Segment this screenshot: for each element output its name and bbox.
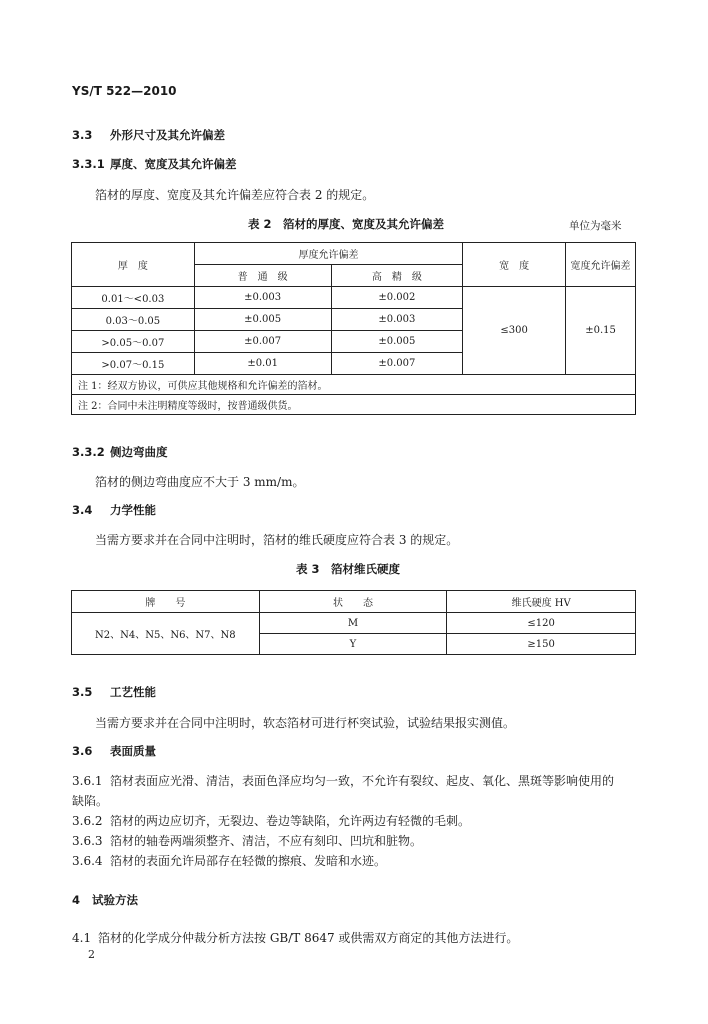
- cell-thickness: 0.03～0.05: [72, 309, 195, 331]
- cell-high: ±0.007: [331, 353, 463, 375]
- section-3-4-heading: [72, 502, 156, 518]
- section-title: 工艺性能: [110, 685, 156, 699]
- section-3-4-text: 当需方要求并在合同中注明时，箔材的维氏硬度应符合表 3 的规定。: [95, 533, 459, 547]
- cell-grades: N2、N4、N5、N6、N7、N8: [72, 613, 260, 655]
- section-3-6-1-continuation: 缺陷。: [72, 794, 109, 808]
- cell-state: M: [259, 613, 447, 634]
- section-3-6-1: [72, 772, 614, 789]
- cell-normal: ±0.005: [194, 309, 331, 331]
- table-2-unit: 单位为毫米: [569, 220, 622, 232]
- section-4-1: [72, 929, 518, 946]
- section-3-3-1-heading: [72, 156, 237, 172]
- section-number: 3.5: [72, 685, 93, 699]
- header-width-tolerance: 宽度允许偏差: [566, 243, 636, 287]
- header-high-grade: 高 精 级: [331, 265, 463, 287]
- section-number: 3.3: [72, 128, 93, 142]
- cell-normal: ±0.01: [194, 353, 331, 375]
- header-thickness: 厚 度: [72, 243, 195, 287]
- section-text: 箔材表面应光滑、清洁，表面色泽应均匀一致，不允许有裂纹、起皮、氧化、黑斑等影响使用的: [110, 774, 615, 788]
- section-3-3-2-text: 箔材的侧边弯曲度应不大于 3 mm/m。: [95, 475, 305, 489]
- cell-width: ≤300: [463, 287, 566, 375]
- section-3-3-1-text: 箔材的厚度、宽度及其允许偏差应符合表 2 的规定。: [95, 188, 375, 202]
- cell-thickness: >0.05～0.07: [72, 331, 195, 353]
- cell-high: ±0.002: [331, 287, 463, 309]
- table-row: [72, 287, 636, 309]
- header-hardness: 维氏硬度 HV: [447, 591, 636, 613]
- section-title: 力学性能: [110, 503, 156, 517]
- section-number: 3.6.1: [72, 774, 103, 788]
- section-4-heading: [72, 892, 138, 908]
- table-3-caption: 表 3 箔材维氏硬度: [296, 562, 401, 576]
- section-3-6-heading: [72, 743, 156, 759]
- cell-thickness: 0.01～<0.03: [72, 287, 195, 309]
- section-text: 箔材的化学成分仲裁分析方法按 GB/T 8647 或供需双方商定的其他方法进行。: [98, 931, 519, 945]
- table-note-2: 注 2：合同中未注明精度等级时，按普通级供货。: [72, 395, 636, 415]
- table-2-caption: 表 2 箔材的厚度、宽度及其允许偏差: [248, 217, 445, 231]
- table-row: [72, 613, 636, 634]
- header-state: 状 态: [259, 591, 447, 613]
- cell-high: ±0.003: [331, 309, 463, 331]
- section-title: 外形尺寸及其允许偏差: [110, 128, 225, 142]
- section-title: 侧边弯曲度: [110, 445, 168, 459]
- section-text: 箔材的轴卷两端须整齐、清洁，不应有刻印、凹坑和脏物。: [110, 834, 423, 848]
- cell-width-tolerance: ±0.15: [566, 287, 636, 375]
- cell-state: Y: [259, 634, 447, 655]
- section-3-3-heading: [72, 127, 225, 143]
- section-number: 3.6.2: [72, 814, 103, 828]
- section-number: 3.4: [72, 503, 93, 517]
- header-width: 宽 度: [463, 243, 566, 287]
- document-code: YS/T 522—2010: [72, 84, 177, 98]
- header-grade: 牌 号: [72, 591, 260, 613]
- header-normal-grade: 普 通 级: [194, 265, 331, 287]
- table-note-1: 注 1：经双方协议，可供应其他规格和允许偏差的箔材。: [72, 375, 636, 395]
- section-number: 3.6.3: [72, 834, 103, 848]
- cell-high: ±0.005: [331, 331, 463, 353]
- table-2: [71, 242, 636, 415]
- section-text: 箔材的表面允许局部存在轻微的擦痕、发暗和水迹。: [110, 854, 387, 868]
- section-3-6-3: [72, 832, 422, 849]
- cell-thickness: >0.07～0.15: [72, 353, 195, 375]
- cell-hardness: ≤120: [447, 613, 636, 634]
- section-3-6-4: [72, 852, 386, 869]
- section-number: 4: [72, 893, 81, 907]
- section-3-5-heading: [72, 684, 156, 700]
- section-number: 4.1: [72, 931, 92, 945]
- cell-normal: ±0.003: [194, 287, 331, 309]
- section-3-3-2-heading: [72, 444, 168, 460]
- section-text: 箔材的两边应切齐，无裂边、卷边等缺陷，允许两边有轻微的毛刺。: [110, 814, 471, 828]
- section-title: 厚度、宽度及其允许偏差: [110, 157, 237, 171]
- section-title: 表面质量: [110, 744, 156, 758]
- cell-normal: ±0.007: [194, 331, 331, 353]
- section-number: 3.6: [72, 744, 93, 758]
- section-title: 试验方法: [92, 893, 138, 907]
- header-thickness-tolerance: 厚度允许偏差: [194, 243, 463, 265]
- section-3-5-text: 当需方要求并在合同中注明时，软态箔材可进行杯突试验，试验结果报实测值。: [95, 716, 516, 730]
- cell-hardness: ≥150: [447, 634, 636, 655]
- table-3: [71, 590, 636, 655]
- page-number: 2: [88, 948, 95, 961]
- section-number: 3.6.4: [72, 854, 103, 868]
- section-number: 3.3.2: [72, 445, 105, 459]
- section-3-6-2: [72, 812, 470, 829]
- section-number: 3.3.1: [72, 157, 105, 171]
